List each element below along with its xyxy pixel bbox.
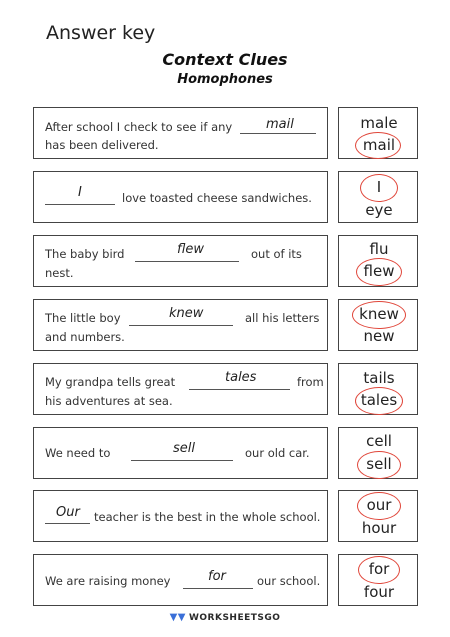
page-title: Context Clues (162, 50, 288, 69)
question-row (33, 490, 418, 542)
options-box (338, 554, 418, 606)
sentence-box (33, 363, 328, 415)
sentence-text-before: My grandpa tells great (45, 375, 176, 389)
answer-text: I (78, 185, 82, 200)
sentence-text-before: The little boy (45, 311, 121, 325)
option-2: four (363, 583, 395, 601)
sentence-text-after: love toasted cheese sandwiches. (122, 191, 312, 205)
answer-circle-mark (355, 387, 403, 415)
sentence-box (33, 299, 328, 351)
answer-blank (183, 587, 253, 589)
answer-text: flew (177, 242, 205, 257)
options-box (338, 427, 418, 479)
sentence-text-before: We need to (45, 446, 111, 460)
option-1: tails (363, 369, 395, 387)
options-box (338, 171, 418, 223)
sentence-text-before: After school I check to see if any (45, 120, 233, 134)
option-2: eye (365, 201, 393, 219)
option-1: flu (369, 240, 389, 258)
sentence-box (33, 554, 328, 606)
options-box (338, 107, 418, 159)
answer-text: tales (225, 370, 257, 385)
sentence-text-after: our old car. (245, 446, 310, 460)
sentence-box (33, 490, 328, 542)
answer-text: Our (56, 505, 80, 520)
sentence-text-after: out of its (251, 247, 302, 261)
option-1: for (368, 560, 390, 578)
answer-circle-mark (355, 132, 401, 159)
sentence-text-line2: has been delivered. (45, 138, 159, 152)
answer-blank (45, 203, 115, 205)
sentence-box (33, 171, 328, 223)
sentence-text-after: teacher is the best in the whole school. (94, 510, 321, 524)
option-1: I (376, 178, 382, 196)
answer-blank (45, 522, 90, 524)
option-1: our (366, 496, 392, 514)
option-1: knew (359, 305, 399, 323)
answer-circle-mark (358, 556, 400, 584)
answer-blank (240, 132, 316, 134)
option-1: male (360, 114, 398, 132)
answer-circle-mark (357, 492, 401, 520)
answer-blank (129, 324, 233, 326)
options-box (338, 490, 418, 542)
answer-blank (189, 388, 290, 390)
answer-circle-mark (352, 301, 406, 329)
option-2: hour (361, 519, 397, 537)
sentence-text-after: from (297, 375, 324, 389)
w-logo-icon: ▼▼ (169, 612, 186, 623)
sentence-text-before: We are raising money (45, 574, 171, 588)
option-2: flew (363, 262, 395, 280)
options-box (338, 299, 418, 351)
sentence-text-before: The baby bird (45, 247, 125, 261)
answer-text: mail (266, 117, 294, 132)
options-box (338, 235, 418, 287)
sentence-text-line2: nest. (45, 266, 74, 280)
answer-circle-mark (357, 451, 401, 479)
sentence-text-after: our school. (257, 574, 321, 588)
answer-text: knew (169, 306, 204, 321)
option-2: sell (366, 455, 392, 473)
question-row (33, 171, 418, 223)
page-subtitle: Homophones (177, 72, 273, 87)
sentence-text-line2: his adventures at sea. (45, 394, 173, 408)
question-row (33, 363, 418, 415)
option-2: mail (362, 136, 396, 154)
question-row (33, 554, 418, 606)
question-row (33, 107, 418, 159)
sentence-text-after: all his letters (245, 311, 320, 325)
footer-brand (0, 612, 450, 623)
option-2: tales (360, 391, 398, 409)
option-1: cell (366, 432, 392, 450)
answer-key-label: Answer key (46, 22, 156, 44)
option-2: new (363, 327, 395, 345)
answer-blank (135, 260, 239, 262)
question-row (33, 235, 418, 287)
sentence-text-line2: and numbers. (45, 330, 125, 344)
answer-blank (131, 459, 233, 461)
brand-name: WORKSHEETSGO (188, 613, 281, 623)
sentence-box (33, 427, 328, 479)
sentence-box (33, 107, 328, 159)
answer-text: sell (173, 441, 195, 456)
question-row (33, 427, 418, 479)
question-row (33, 299, 418, 351)
answer-text: for (208, 569, 226, 584)
sentence-box (33, 235, 328, 287)
answer-circle-mark (356, 258, 402, 286)
options-box (338, 363, 418, 415)
answer-circle-mark (360, 174, 398, 202)
